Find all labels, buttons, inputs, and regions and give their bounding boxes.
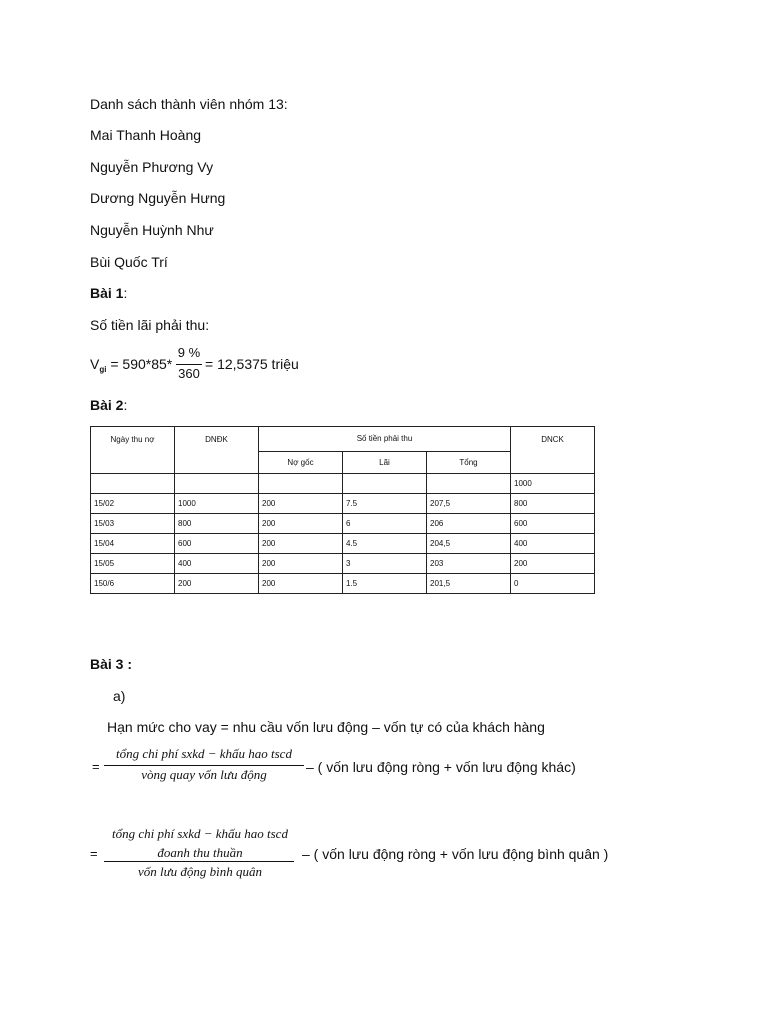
- formula2-rest: – ( vốn lưu động ròng + vốn lưu động bình quân ): [302, 846, 609, 862]
- formula1-rest: – ( vốn lưu động ròng + vốn lưu động khác): [306, 759, 576, 775]
- member-name: Nguyễn Phương Vy: [90, 159, 214, 175]
- table-cell: 15/03: [91, 514, 175, 534]
- formula2-inner-fraction-bar: [104, 861, 294, 862]
- bai2-heading-text: Bài 2: [90, 397, 124, 413]
- table-cell: 203: [427, 554, 511, 574]
- bai1-lhs-expr: = 590*85*: [106, 356, 173, 372]
- bai1-subscript: gi: [99, 365, 107, 374]
- table-cell: [427, 474, 511, 494]
- table-row: [91, 554, 595, 574]
- table-cell: 204,5: [427, 534, 511, 554]
- bai1-v: V: [90, 356, 100, 372]
- formula2-equals: =: [90, 846, 98, 861]
- table-cell: [343, 474, 427, 494]
- table-row: [91, 514, 595, 534]
- bai1-result: = 12,5375 triệu: [205, 356, 299, 372]
- header-ngay-thu-no: Ngày thu nợ: [91, 427, 175, 474]
- table-row: [91, 534, 595, 554]
- formula1-denominator: vòng quay vốn lưu động: [141, 767, 267, 782]
- table-cell: 800: [175, 514, 259, 534]
- table-cell: 15/04: [91, 534, 175, 554]
- member-name: Nguyễn Huỳnh Như: [90, 222, 214, 238]
- formula2-numerator: tổng chi phí sxkd − khấu hao tscd: [112, 826, 288, 841]
- bai1-fraction-numerator: 9 %: [177, 345, 201, 360]
- table-cell: 150/6: [91, 574, 175, 594]
- table-cell: 15/02: [91, 494, 175, 514]
- bai3-heading: Bài 3 :: [90, 656, 133, 672]
- table-cell: 200: [259, 494, 343, 514]
- table-cell: 200: [259, 534, 343, 554]
- formula1-numerator: tổng chi phí sxkd − khấu hao tscd: [116, 746, 292, 761]
- header-dndk: DNĐK: [175, 427, 259, 474]
- table-header-row: [91, 427, 595, 452]
- table-cell: 3: [343, 554, 427, 574]
- table-cell: 400: [511, 534, 595, 554]
- bai1-fraction-bar: [176, 364, 202, 365]
- table-cell: 4.5: [343, 534, 427, 554]
- formula1-equals: =: [92, 759, 100, 774]
- header-tong: Tổng: [427, 451, 511, 473]
- formula2-inner-numerator: đoanh thu thuần: [157, 845, 243, 860]
- table-cell: 400: [175, 554, 259, 574]
- bai1-label: Số tiền lãi phải thu:: [90, 317, 210, 333]
- table-cell: 1000: [511, 474, 595, 494]
- bai1-heading-colon: :: [123, 285, 128, 301]
- table-row: [91, 474, 595, 494]
- table-cell: 600: [511, 514, 595, 534]
- bai1-fraction-denominator: 360: [178, 366, 200, 381]
- bai1-lhs: [90, 356, 172, 374]
- table-cell: 207,5: [427, 494, 511, 514]
- table-cell: [91, 474, 175, 494]
- bai3-part-a: a): [113, 688, 126, 704]
- table-cell: [175, 474, 259, 494]
- member-name: Bùi Quốc Trí: [90, 254, 168, 270]
- table-cell: 200: [259, 574, 343, 594]
- table-row: [91, 494, 595, 514]
- formula1-fraction-bar: [104, 765, 304, 766]
- table-cell: 800: [511, 494, 595, 514]
- table-cell: 200: [175, 574, 259, 594]
- table-cell: 0: [511, 574, 595, 594]
- table-cell: 200: [511, 554, 595, 574]
- table-cell: 201,5: [427, 574, 511, 594]
- formula2-inner-denominator: vốn lưu động bình quân: [137, 864, 263, 879]
- table-cell: 1.5: [343, 574, 427, 594]
- table-cell: [259, 474, 343, 494]
- bai3-statement: Hạn mức cho vay = nhu cầu vốn lưu động – vốn tự có của khách hàng: [107, 719, 545, 735]
- table-row: [91, 574, 595, 594]
- table-cell: 7.5: [343, 494, 427, 514]
- member-name: Dương Nguyễn Hưng: [90, 190, 226, 206]
- table-cell: 200: [259, 554, 343, 574]
- bai1-heading: [90, 285, 127, 301]
- header-no-goc: Nợ gốc: [259, 451, 343, 473]
- table-cell: 200: [259, 514, 343, 534]
- debt-schedule-table: [90, 426, 595, 594]
- table-cell: 1000: [175, 494, 259, 514]
- group-title: Danh sách thành viên nhóm 13:: [90, 96, 288, 112]
- table-cell: 6: [343, 514, 427, 534]
- bai1-heading-text: Bài 1: [90, 285, 124, 301]
- header-lai: Lãi: [343, 451, 427, 473]
- table-cell: 206: [427, 514, 511, 534]
- bai2-heading-colon: :: [123, 397, 128, 413]
- bai2-heading: [90, 397, 127, 413]
- table-cell: 600: [175, 534, 259, 554]
- header-dnck: DNCK: [511, 427, 595, 474]
- header-so-tien-phai-thu: Số tiền phải thu: [259, 427, 511, 452]
- member-name: Mai Thanh Hoàng: [90, 127, 202, 143]
- table-cell: 15/05: [91, 554, 175, 574]
